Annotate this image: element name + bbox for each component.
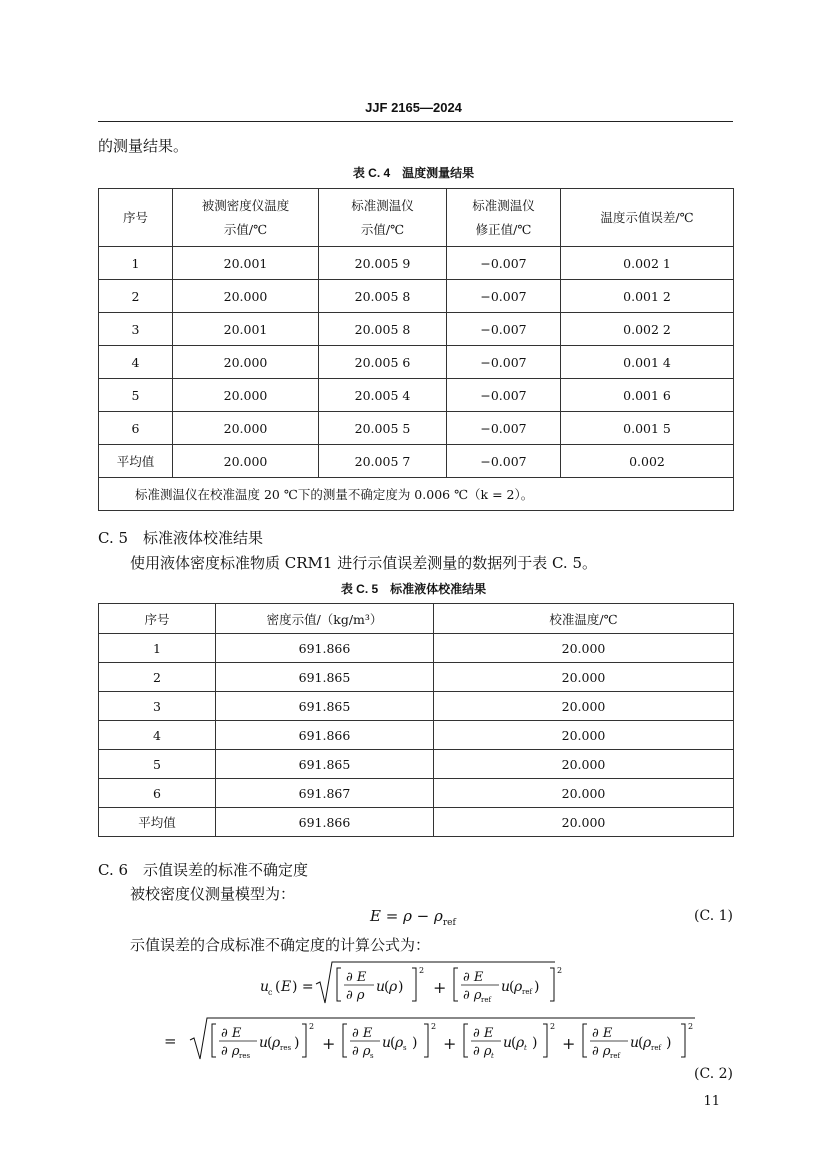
table-row (99, 663, 734, 692)
table-row (99, 346, 734, 379)
table4-caption: 表 C. 4 温度测量结果 (352, 166, 475, 180)
table5-header-row (99, 604, 734, 634)
svg-text:t: t (491, 1052, 494, 1060)
table-cell: 20.005 8 (319, 313, 447, 346)
svg-text:(: ( (509, 979, 515, 995)
svg-text:+: + (433, 978, 447, 997)
table-cell: 20.000 (434, 692, 734, 721)
svg-text:2: 2 (557, 966, 563, 975)
table-cell: −0.007 (447, 412, 561, 445)
table-cell: 691.867 (216, 779, 434, 808)
model-text: 被校密度仪测量模型为： (130, 885, 296, 903)
table-row (99, 721, 734, 750)
equation-c2-number: (C. 2) (694, 1066, 733, 1082)
table5-header-cell: 密度示值/（kg/m³） (216, 604, 434, 634)
table-cell: 0.002 2 (561, 313, 734, 346)
table4-header-cell: 标准测温仪 修正值/℃ (447, 189, 561, 247)
table-cell: 20.000 (173, 379, 319, 412)
table-row (99, 445, 734, 478)
table4-header-cell: 标准测温仪 示值/℃ (319, 189, 447, 247)
table-cell: 691.866 (216, 808, 434, 837)
svg-text:(: ( (511, 1035, 517, 1051)
svg-text:ref: ref (610, 1052, 621, 1060)
svg-text:res: res (239, 1052, 251, 1060)
table-cell: 3 (99, 692, 216, 721)
formula-text: 示值误差的合成标准不确定度的计算公式为： (130, 936, 431, 954)
svg-text:(: ( (275, 979, 281, 995)
table4-header-cell: 被测密度仪温度 示值/℃ (173, 189, 319, 247)
svg-text:2: 2 (550, 1022, 556, 1031)
table-row (99, 412, 734, 445)
equation-c2 (150, 958, 710, 1068)
table-cell: 5 (99, 379, 173, 412)
table-cell: 691.865 (216, 750, 434, 779)
svg-text:): ) (412, 1035, 418, 1051)
table-row (99, 692, 734, 721)
svg-text:∂ ρ: ∂ ρ (352, 1044, 371, 1059)
running-header: JJF 2165—2024 (365, 100, 462, 115)
table-cell: 20.000 (173, 412, 319, 445)
table-cell: 20.005 8 (319, 280, 447, 313)
table-cell: 0.001 5 (561, 412, 734, 445)
svg-text:u: u (503, 1035, 513, 1051)
table4-header-cell: 温度示值误差/℃ (561, 189, 734, 247)
svg-text:+: + (322, 1034, 336, 1053)
svg-text:(: ( (267, 1035, 273, 1051)
table-cell: 691.865 (216, 692, 434, 721)
svg-text:(: ( (390, 1035, 396, 1051)
table-row (99, 634, 734, 663)
table4-header-cell: 序号 (99, 189, 173, 247)
svg-text:2: 2 (309, 1022, 315, 1031)
table-cell: −0.007 (447, 280, 561, 313)
svg-text:u: u (630, 1035, 640, 1051)
table-cell: 1 (99, 634, 216, 663)
table-row (99, 280, 734, 313)
svg-text:s: s (370, 1052, 374, 1060)
table-cell: 5 (99, 750, 216, 779)
table4-note: 标准测温仪在校准温度 20 ℃下的测量不确定度为 0.006 ℃（k = 2）。 (99, 478, 734, 511)
svg-text:t: t (524, 1044, 527, 1052)
svg-text:∂ ρ: ∂ ρ (592, 1044, 611, 1059)
table-cell: 20.005 6 (319, 346, 447, 379)
svg-text:∂ ρ: ∂ ρ (473, 1044, 492, 1059)
table-cell: 平均值 (99, 808, 216, 837)
table-cell: 20.005 7 (319, 445, 447, 478)
svg-text:∂ ρ: ∂ ρ (346, 988, 365, 1003)
table-cell: 0.001 6 (561, 379, 734, 412)
table-cell: −0.007 (447, 313, 561, 346)
svg-text:2: 2 (419, 966, 425, 975)
table-cell: 6 (99, 412, 173, 445)
table-cell: 20.000 (173, 346, 319, 379)
equation-c1: $E = \rho - \rho_{ref}$ (370, 907, 456, 928)
table-cell: 1 (99, 247, 173, 280)
reference-liquid-table (98, 603, 734, 837)
table5-header-cell: 序号 (99, 604, 216, 634)
svg-text:): ) (532, 1035, 538, 1051)
svg-text:∂ E: ∂ E (352, 1026, 373, 1041)
table-cell: 0.001 2 (561, 280, 734, 313)
table-cell: 4 (99, 346, 173, 379)
svg-text:+: + (443, 1034, 457, 1053)
svg-text:ρ: ρ (272, 1035, 281, 1051)
table4-header-row (99, 189, 734, 247)
table-cell: 691.866 (216, 634, 434, 663)
svg-text:res: res (280, 1044, 292, 1052)
table-cell: 20.000 (173, 280, 319, 313)
svg-text:∂ ρ: ∂ ρ (221, 1044, 240, 1059)
table5-caption: 表 C. 5 标准液体校准结果 (340, 582, 487, 596)
table-cell: 0.001 4 (561, 346, 734, 379)
table-row (99, 247, 734, 280)
svg-text:∂ E: ∂ E (346, 970, 367, 985)
temperature-table (98, 188, 734, 511)
table-row (99, 779, 734, 808)
table-cell: 20.005 9 (319, 247, 447, 280)
svg-text:): ) (534, 979, 540, 995)
table-cell: 平均值 (99, 445, 173, 478)
svg-text:ref: ref (522, 988, 533, 996)
svg-text:u: u (382, 1035, 392, 1051)
svg-text:ρ: ρ (643, 1035, 652, 1051)
svg-text:∂ E: ∂ E (221, 1026, 242, 1041)
table4-note-row (99, 478, 734, 511)
svg-text:u: u (259, 1035, 269, 1051)
svg-text:): ) (294, 1035, 300, 1051)
svg-text:c: c (268, 988, 273, 997)
svg-text:u: u (376, 979, 386, 995)
table-cell: −0.007 (447, 379, 561, 412)
svg-text:∂ ρ: ∂ ρ (463, 988, 482, 1003)
svg-text:2: 2 (688, 1022, 694, 1031)
svg-text:(: ( (638, 1035, 644, 1051)
table-cell: 0.002 1 (561, 247, 734, 280)
table-cell: 20.000 (434, 634, 734, 663)
table-cell: −0.007 (447, 247, 561, 280)
table5-header-cell: 校准温度/℃ (434, 604, 734, 634)
svg-text:ρ: ρ (395, 1035, 404, 1051)
table-cell: 20.005 4 (319, 379, 447, 412)
table-row (99, 808, 734, 837)
table-cell: 2 (99, 280, 173, 313)
table-cell: 20.000 (434, 779, 734, 808)
table-cell: 20.000 (173, 445, 319, 478)
svg-text:ρ: ρ (389, 979, 398, 995)
table-cell: 3 (99, 313, 173, 346)
svg-text:(: ( (384, 979, 390, 995)
svg-text:) =: ) = (292, 979, 314, 995)
page-number: 11 (703, 1094, 720, 1109)
svg-text:): ) (666, 1035, 672, 1051)
svg-text:): ) (398, 979, 404, 995)
section-c5-text: 使用液体密度标准物质 CRM1 进行示值误差测量的数据列于表 C. 5。 (130, 554, 598, 572)
table-row (99, 379, 734, 412)
table-cell: 20.000 (434, 721, 734, 750)
table-cell: 20.001 (173, 247, 319, 280)
table-cell: −0.007 (447, 346, 561, 379)
svg-text:u: u (501, 979, 511, 995)
svg-text:ref: ref (651, 1044, 662, 1052)
table-cell: 0.002 (561, 445, 734, 478)
paragraph-continuation: 的测量结果。 (98, 137, 189, 155)
table-cell: 20.000 (434, 663, 734, 692)
table-cell: 691.866 (216, 721, 434, 750)
svg-text:=: = (164, 1032, 177, 1050)
svg-text:E: E (281, 979, 292, 995)
svg-text:ref: ref (481, 996, 492, 1004)
table-cell: 2 (99, 663, 216, 692)
svg-text:ρ: ρ (514, 979, 523, 995)
svg-text:+: + (562, 1034, 576, 1053)
table-cell: 20.000 (434, 808, 734, 837)
section-c5-heading: C. 5 标准液体校准结果 (98, 529, 264, 547)
table-cell: 20.001 (173, 313, 319, 346)
table-cell: −0.007 (447, 445, 561, 478)
table-cell: 20.005 5 (319, 412, 447, 445)
header-rule (98, 121, 733, 122)
table-cell: 691.865 (216, 663, 434, 692)
equation-c1-number: (C. 1) (694, 908, 733, 924)
svg-text:∂ E: ∂ E (473, 1026, 494, 1041)
svg-text:2: 2 (431, 1022, 437, 1031)
table-row (99, 313, 734, 346)
table-cell: 4 (99, 721, 216, 750)
svg-text:ρ: ρ (516, 1035, 525, 1051)
table-row (99, 750, 734, 779)
table-cell: 6 (99, 779, 216, 808)
section-c6-heading: C. 6 示值误差的标准不确定度 (98, 861, 309, 879)
table-cell: 20.000 (434, 750, 734, 779)
svg-text:s: s (403, 1044, 407, 1052)
svg-text:∂ E: ∂ E (592, 1026, 613, 1041)
svg-text:∂ E: ∂ E (463, 970, 484, 985)
svg-text:u: u (260, 979, 270, 995)
